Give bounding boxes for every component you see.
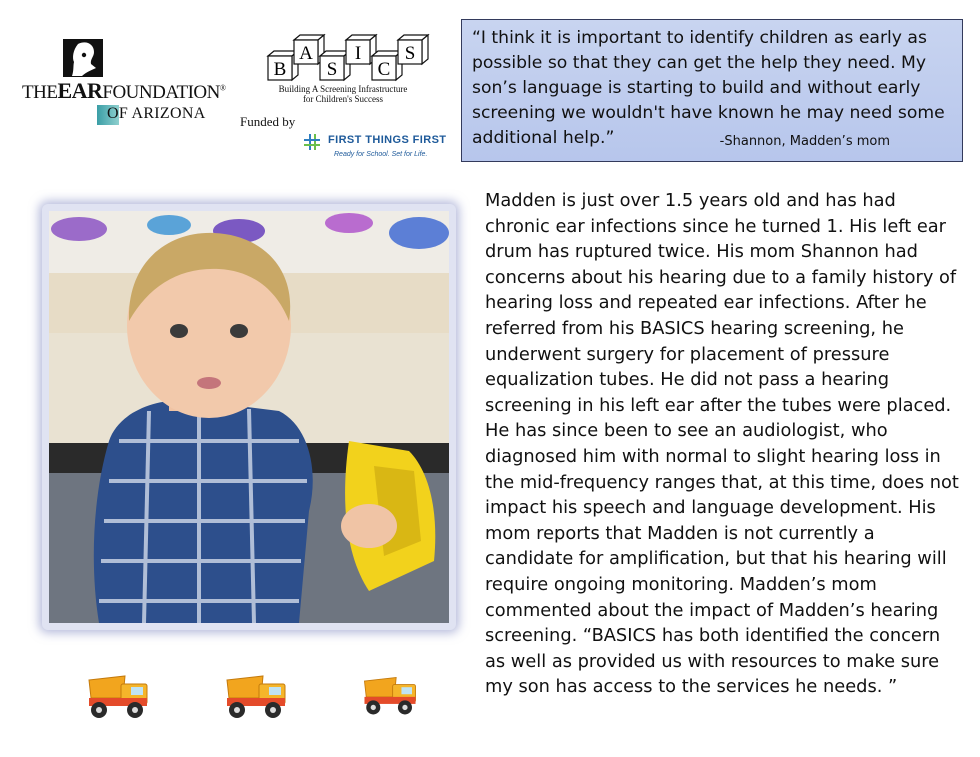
dump-truck-icon <box>85 672 151 722</box>
funded-by-label: Funded by <box>240 114 296 129</box>
ear-foundation-logo <box>22 38 226 128</box>
basics-block-letter: S <box>326 59 338 80</box>
ear-foundation-state: OF ARIZONA <box>97 105 237 125</box>
basics-block-letter: B <box>273 59 287 80</box>
photo-frame <box>42 204 456 630</box>
basics-logo <box>236 32 446 167</box>
quote-text: “I think it is important to identify children as early as possible so that they can get the help they need. My son’s language is starting to build and without early screening we wouldn't have known he may need some additional help.” <box>472 28 945 148</box>
basics-blocks-icon <box>236 32 446 88</box>
basics-block <box>398 35 428 64</box>
quote-attribution: -Shannon, Madden’s mom <box>719 134 890 149</box>
story-paragraph: Madden is just over 1.5 years old and has had chronic ear infections since he turned 1. His left ear drum has ruptured twice. His mom Shannon had concerns about his hearing due to a family history of hearing loss and repeated ear infections. After he referred from his BASICS hearing screening, he underwent surgery for placement of pressure equalization tubes. He did not pass a hearing screening in his left ear after the tubes were placed. He has since been to see an audiologist, who diagnosed him with normal to slight hearing loss in the mid-frequency ranges that, at this time, does not impact his speech and language development. His mom reports that Madden is not currently a candidate for amplification, but that his hearing will require ongoing monitoring. Madden’s mom commented about the impact of Madden’s hearing screening. “BASICS has both identified the concern as well as provided us with resources to make sure my son has access to the services he needs. ” <box>485 190 959 698</box>
basics-subtitle: Building A Screening Infrastructure for Children's Success <box>278 84 408 104</box>
dump-truck-icon <box>360 674 420 718</box>
parent-quote-box <box>461 19 963 162</box>
basics-block-letter: A <box>299 43 313 64</box>
basics-block-letter: I <box>354 43 362 64</box>
ftf-mark-icon <box>304 134 320 150</box>
dump-truck-icon <box>223 672 289 722</box>
first-things-first-logo: FIRST THINGS FIRST Ready for School. Set for Life. <box>304 132 454 164</box>
basics-block-letter: S <box>404 43 416 64</box>
child-photo <box>49 211 449 623</box>
ear-head-silhouette-icon <box>62 38 104 78</box>
basics-block-letter: C <box>377 59 391 80</box>
ear-foundation-name: THEEARFOUNDATION® <box>22 78 226 103</box>
